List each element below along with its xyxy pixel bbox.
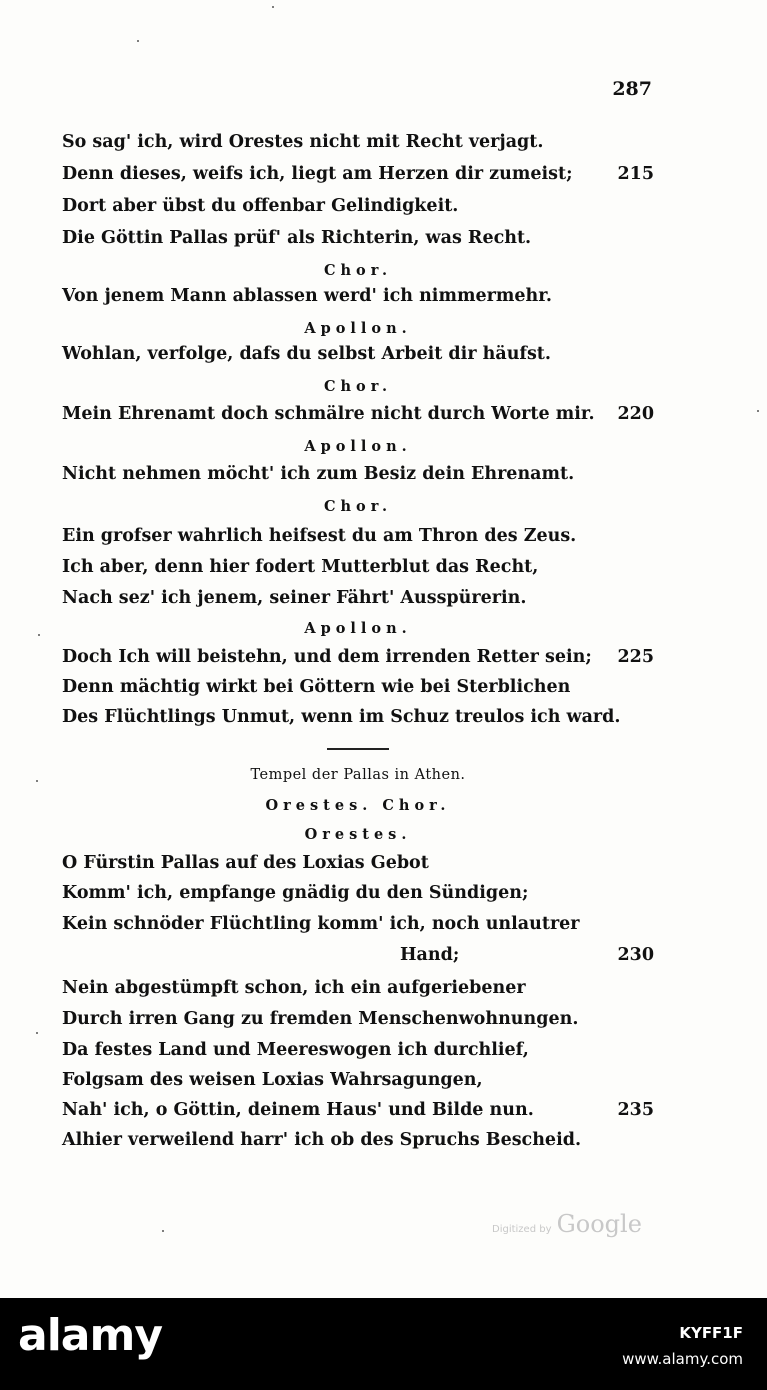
speaker-apollon: Apollon. [304,620,412,637]
verse-line: Da festes Land und Meereswogen ich durchlief, [62,1040,529,1060]
section-divider [327,748,389,750]
verse-line: Ein grofser wahrlich heifsest du am Thron des Zeus. [62,526,577,546]
verse-line: Die Göttin Pallas prüf' als Richterin, was Recht. [62,228,532,248]
verse-line: Nicht nehmen möcht' ich zum Besiz dein Ehrenamt. [62,464,575,484]
verse-line: Doch Ich will beistehn, und dem irrenden Retter sein; 225 [62,647,654,667]
page-number: 287 [612,78,652,100]
line-number: 225 [617,647,654,667]
scene-heading: Tempel der Pallas in Athen. [250,767,466,783]
site-url: www.alamy.com [622,1350,743,1368]
verse-line: Kein schnöder Flüchtling komm' ich, noch unlautrer [62,914,580,934]
alamy-logo: alamy [18,1310,162,1361]
scene-persons: Orestes. Chor. [265,797,451,814]
book-page: 287 So sag' ich, wird Orestes nicht mit Recht verjagt. Denn dieses, weifs ich, liegt am Herzen dir zumeist; 215 Dort aber übst du offenbar Gelindigkeit. Die Göttin Pallas prüf' als Richterin, was Recht. Chor. Von jenem Mann ablassen werd' ich nimmermehr. Apollon. Wohlan, verfolge, dafs du selbst Arbeit dir häufst. Chor. Mein Ehrenamt doch schmälre nicht durch Worte mir. 220 Apollon. Nicht nehmen möcht' ich zum Besiz dein Ehrenamt. Chor. Ein grofser wahrlich heifsest du am Thron des Zeus. Ich aber, denn hier fodert Mutterblut das Recht, Nach sez' ich jenem, seiner Fährt' Ausspürerin. Apollon. Doch Ich will beistehn, und dem irrenden Retter sein; 225 Denn mächtig wirkt bei Göttern wie bei Sterblichen Des Flüchtlings Unmut, wenn im Schuz treulos ich ward. Tempel der Pallas in Athen. Orestes. Chor. Orestes. O Fürstin Pallas auf des Loxias Gebot Komm' ich, empfange gnädig du den Sündigen; Kein schnöder Flüchtling komm' ich, noch unlautrer Hand; 230 Nein abgestümpft schon, ich ein aufgeriebener Durch irren Gang zu fremden Menschenwohnungen. Da festes Land und Meereswogen ich durchlief, Folgsam des weisen Loxias Wahrsagungen, Nah' ich, o Göttin, deinem Haus' und Bilde nun. 235 Alhier verweilend harr' ich ob des Spruchs Bescheid. Digitized by Google [0,0,767,1298]
speaker-orestes: Orestes. [304,826,412,843]
speck [36,1032,38,1034]
verse-line: Nein abgestümpft schon, ich ein aufgeriebener [62,978,526,998]
speaker-apollon: Apollon. [304,438,412,455]
verse-line: Wohlan, verfolge, dafs du selbst Arbeit dir häufst. [62,344,551,364]
verse-line: Von jenem Mann ablassen werd' ich nimmermehr. [62,286,552,306]
google-watermark: Digitized by Google [492,1210,642,1238]
line-number: 235 [617,1100,654,1120]
speaker-chor: Chor. [323,262,393,279]
verse-line: Alhier verweilend harr' ich ob des Spruchs Bescheid. [62,1130,582,1150]
line-number: 230 [617,945,654,965]
speaker-chor: Chor. [323,498,393,515]
verse-line: Nah' ich, o Göttin, deinem Haus' und Bilde nun. 235 [62,1100,654,1120]
verse-line: Ich aber, denn hier fodert Mutterblut das Recht, [62,557,539,577]
verse-line: O Fürstin Pallas auf des Loxias Gebot [62,853,429,873]
line-number: 220 [617,404,654,424]
verse-line: Denn mächtig wirkt bei Göttern wie bei Sterblichen [62,677,571,697]
speck [36,780,38,782]
verse-line: So sag' ich, wird Orestes nicht mit Recht verjagt. [62,132,544,152]
speck [162,1230,164,1232]
speaker-chor: Chor. [323,378,393,395]
speck [757,410,759,412]
verse-line: Durch irren Gang zu fremden Menschenwohnungen. [62,1009,579,1029]
line-number: 215 [617,164,654,184]
image-id: KYFF1F [679,1324,743,1342]
verse-line: Folgsam des weisen Loxias Wahrsagungen, [62,1070,483,1090]
speaker-apollon: Apollon. [304,320,412,337]
verse-line: Des Flüchtlings Unmut, wenn im Schuz treulos ich ward. [62,707,621,727]
verse-line: Nach sez' ich jenem, seiner Fährt' Ausspürerin. [62,588,527,608]
verse-line: Dort aber übst du offenbar Gelindigkeit. [62,196,459,216]
speck [38,634,40,636]
verse-line: Denn dieses, weifs ich, liegt am Herzen dir zumeist; 215 [62,164,654,184]
verse-line: Mein Ehrenamt doch schmälre nicht durch Worte mir. 220 [62,404,654,424]
verse-line: Komm' ich, empfange gnädig du den Sündigen; [62,883,529,903]
speck [272,6,274,8]
speck [137,40,139,42]
stock-footer-bar [0,1298,767,1390]
